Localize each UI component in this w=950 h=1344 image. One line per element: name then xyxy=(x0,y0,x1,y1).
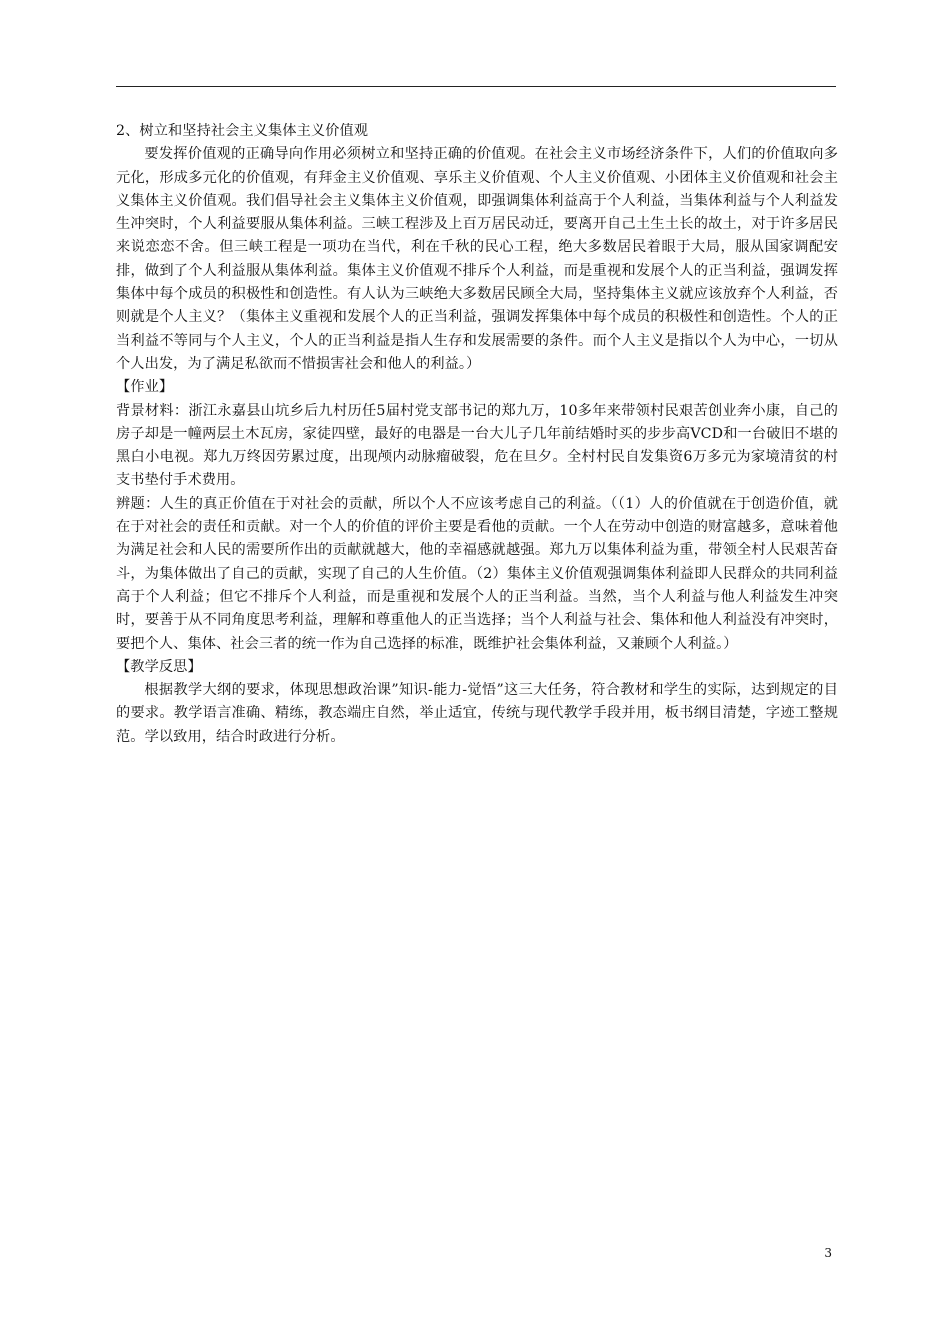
section-heading: 2、树立和坚持社会主义集体主义价值观 xyxy=(116,123,369,139)
reflection-heading: 【教学反思】 xyxy=(116,658,202,675)
paragraph-collectivism: 要发挥价值观的正确导向作用必须树立和坚持正确的价值观。在社会主义市场经济条件下，人们的价值取向多元化，形成多元化的价值观，有拜金主义价值观、享乐主义价值观、个人主义价值观、小团体主义价值观和社会主义集体主义价值观。我们倡导社会主义集体主义价值观，即强调集体利益高于个人利益，当集体利益与个人利益发生冲突时，个人利益要服从集体利益。三峡工程涉及上百万居民动迁，要离开自己土生土长的故土，对于许多居民来说恋恋不舍。但三峡工程是一项功在当代，利在千秋的民心工程，绝大多数居民着眼于大局，服从国家调配安排，做到了个人利益服从集体利益。集体主义价值观不排斥个人利益，而是重视和发展个人的正当利益，强调发挥集体中每个成员的积极性和创造性。有人认为三峡绝大多数居民顾全大局，坚持集体主义就应该放弃个人利益，否则就是个人主义？（集体主义重视和发展个人的正当利益，强调发挥集体中每个成员的积极性和创造性。个人的正当利益不等同与个人主义，个人的正当利益是指人生存和发展需要的条件。而个人主义是指以个人为中心，一切从个人出发，为了满足私欲而不惜损害社会和他人的利益。） xyxy=(116,146,838,372)
teaching-reflection: 根据教学大纲的要求，体现思想政治课”知识-能力-觉悟”这三大任务，符合教材和学生的实际，达到规定的目的要求。教学语言准确、精练，教态端庄自然，举止适宜，传统与现代教学手段并用，板书纲目清楚，字迹工整规范。学以致用，结合时政进行分析。 xyxy=(116,682,838,745)
page-number: 3 xyxy=(824,1246,832,1260)
document-body xyxy=(116,120,838,749)
header-rule xyxy=(116,86,836,87)
debate-question: 辨题：人生的真正价值在于对社会的贡献，所以个人不应该考虑自己的利益。（（1）人的价值就在于创造价值，就在于对社会的责任和贡献。对一个人的价值的评价主要是看他的贡献。一个人在劳动中创造的财富越多，意味着他为满足社会和人民的需要所作出的贡献就越大，他的幸福感就越强。郑九万以集体利益为重，带领全村人民艰苦奋斗，为集体做出了自己的贡献，实现了自己的人生价值。（2）集体主义价值观强调集体利益即人民群众的共同利益高于个人利益；但它不排斥个人利益，而是重视和发展个人的正当利益。当然，当个人利益与他人利益发生冲突时，要善于从不同角度思考利益，理解和尊重他人的正当选择；当个人利益与社会、集体和他人利益没有冲突时，要把个人、集体、社会三者的统一作为自己选择的标准，既维护社会集体利益，又兼顾个人利益。） xyxy=(116,495,838,652)
background-material: 背景材料：浙江永嘉县山坑乡后九村历任5届村党支部书记的郑九万，10多年来带领村民艰苦创业奔小康，自己的房子却是一幢两层土木瓦房，家徒四壁，最好的电器是一台大儿子几年前结婚时买的步步高VCD和一台破旧不堪的黑白小电视。郑九万终因劳累过度，出现颅内动脉瘤破裂，危在旦夕。全村村民自发集资6万多元为家境清贫的村支书垫付手术费用。 xyxy=(116,402,838,489)
homework-heading: 【作业】 xyxy=(116,379,174,396)
